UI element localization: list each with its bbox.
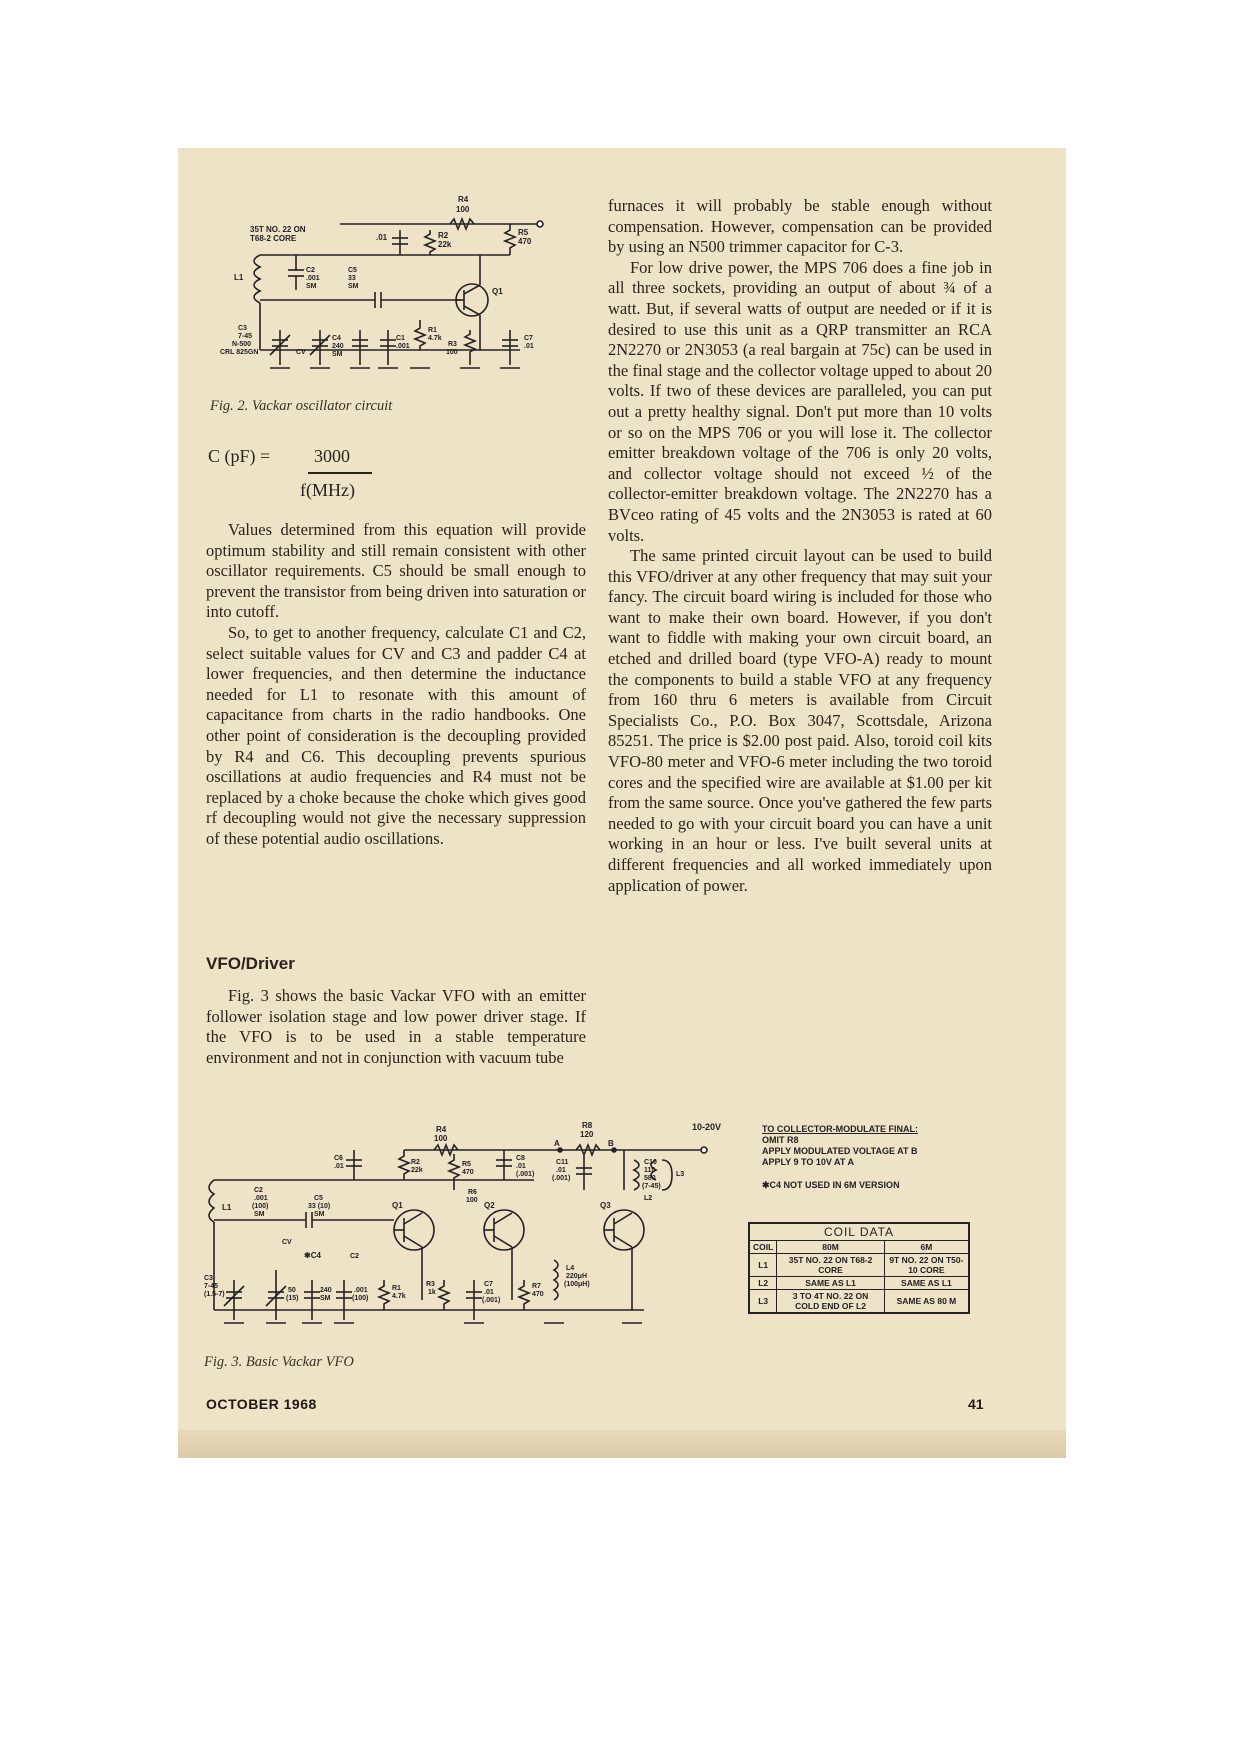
left-paragraph-1: Values determined from this equation will provide optimum stability and still remain consistent with other oscillator requirements. C5 should be small enough to prevent the transistor from being driven into saturation or into cutoff. xyxy=(206,520,586,622)
coil-row xyxy=(749,1290,969,1314)
fig3-label-c8v: .01 xyxy=(516,1163,526,1170)
fig3-label-c7v: .01 xyxy=(484,1289,494,1296)
fig3-label-c10b: 580 xyxy=(644,1175,656,1182)
fig3-label-c11: C11 xyxy=(556,1159,569,1166)
fig3-note xyxy=(762,1124,918,1191)
fig2-label-c2t: SM xyxy=(306,283,317,290)
fig3-label-r2v: 22k xyxy=(411,1167,423,1174)
footer-page-number: 41 xyxy=(968,1396,984,1412)
fig2-label-r3v: 100 xyxy=(446,349,458,356)
fig2-label-c2v: .001 xyxy=(306,275,320,282)
fig3-label-c4v: 240 xyxy=(320,1287,332,1294)
coil-table-title: COIL DATA xyxy=(749,1223,969,1241)
section-body xyxy=(206,986,586,1068)
fig2-label-r4v: 100 xyxy=(456,205,470,214)
left-column xyxy=(206,520,586,850)
fig3-label-c10: C10 xyxy=(644,1159,657,1166)
fig3-label-r7v: 470 xyxy=(532,1291,544,1298)
fig2-label-c3t: N-500 xyxy=(232,341,252,348)
coil-cell: SAME AS 80 M xyxy=(884,1290,969,1314)
section-paragraph: Fig. 3 shows the basic Vackar VFO with an emitter follower isolation stage and low power driver stage. If the VFO is to be used in a stable temperature environment and not in conjunction with vacuum tube xyxy=(206,986,586,1067)
fig3-label-a: A xyxy=(554,1139,560,1148)
fig3-label-c3b: (1.5-7) xyxy=(204,1291,225,1298)
fig3-label-r6v: 100 xyxy=(466,1197,478,1204)
fig3-label-c2b2: C2 xyxy=(350,1253,359,1260)
coil-cell: SAME AS L1 xyxy=(777,1277,884,1290)
section-heading: VFO/Driver xyxy=(206,954,295,973)
page-bottom-edge xyxy=(178,1430,1066,1458)
fig2-label-c7: C7 xyxy=(524,335,533,342)
fig3-label-q1: Q1 xyxy=(392,1201,403,1210)
coil-cell: SAME AS L1 xyxy=(884,1277,969,1290)
fig2-label-c1: C1 xyxy=(396,335,405,342)
fig3-label-q3: Q3 xyxy=(600,1201,611,1210)
fig2-label-l1: L1 xyxy=(234,273,244,282)
fig2-label-cv: CV xyxy=(296,349,306,356)
fig3-label-l1: L1 xyxy=(222,1203,232,1212)
footer-date: OCTOBER 1968 xyxy=(206,1396,317,1412)
fig3-label-c4t: SM xyxy=(320,1295,331,1302)
equation-fraction-bar xyxy=(308,472,372,474)
fig3-note-line-5: ✱C4 NOT USED IN 6M VERSION xyxy=(762,1180,900,1190)
fig2-label-c5t: SM xyxy=(348,283,359,290)
fig2-label-c7v: .01 xyxy=(524,343,534,350)
fig2-label-r3: R3 xyxy=(448,341,457,348)
fig3-schematic xyxy=(204,1120,754,1340)
fig3-label-l2: L2 xyxy=(644,1195,653,1202)
fig3-label-c1b: (100) xyxy=(352,1295,369,1302)
coil-header-6m: 6M xyxy=(884,1241,969,1254)
fig3-label-c5t: SM xyxy=(314,1211,325,1218)
fig2-label-c4t: SM xyxy=(332,351,343,358)
fig3-label-supply: 10-20V xyxy=(692,1122,722,1132)
fig3-label-c6: C6 xyxy=(334,1155,343,1162)
fig3-label-c2t: SM xyxy=(254,1211,265,1218)
fig3-note-line-4: APPLY 9 TO 10V AT A xyxy=(762,1157,855,1167)
fig2-schematic xyxy=(220,190,560,390)
coil-cell: L2 xyxy=(749,1277,777,1290)
fig3-caption: Fig. 3. Basic Vackar VFO xyxy=(204,1354,354,1370)
fig3-label-c7b: (.001) xyxy=(482,1297,501,1304)
fig3-label-c2: C2 xyxy=(254,1187,263,1194)
coil-cell: L1 xyxy=(749,1254,777,1277)
fig3-label-r2: R2 xyxy=(411,1159,420,1166)
right-column xyxy=(608,196,992,896)
fig3-label-r1v: 4.7k xyxy=(392,1293,406,1300)
fig3-label-c8: C8 xyxy=(516,1155,525,1162)
fig3-label-c2v: .001 xyxy=(254,1195,268,1202)
fig3-label-r8: R8 xyxy=(582,1121,593,1130)
fig3-label-b: B xyxy=(608,1139,614,1148)
fig3-label-r5v: 470 xyxy=(462,1169,474,1176)
fig2-label-r1: R1 xyxy=(428,327,437,334)
right-paragraph-1: furnaces it will probably be stable enough without compensation. However, compensation can be provided by using an N500 trimmer capacitor for C-3. xyxy=(608,196,992,257)
right-paragraph-3: The same printed circuit layout can be used to build this VFO/driver at any other frequency that may suit your fancy. The circuit board wiring is included for those who want to make their own board. However, if you don't want to fiddle with making your own circuit board, an etched and drilled board (type VFO-A) ready to mount the components to build a stable VFO at any frequency from 160 thru 6 meters is available from Circuit Specialists Co., P.O. Box 3047, Scottsdale, Arizona 85251. The price is $2.00 post paid. Also, toroid coil kits VFO-80 meter and VFO-6 meter including the two toroid cores and the specified wire are available at $1.00 per kit from the same source. Once you've gathered the few parts needed to go with your circuit board you can have a unit working in an hour or less. I've built several units at different frequencies and all worked immediately upon application of power. xyxy=(608,546,992,895)
fig2-label-c01: .01 xyxy=(376,233,388,242)
fig3-label-c6v: .01 xyxy=(334,1163,344,1170)
fig2-label-r4: R4 xyxy=(458,195,469,204)
fig3-label-r8v: 120 xyxy=(580,1130,594,1139)
fig2-label-r5: R5 xyxy=(518,228,529,237)
coil-cell: L3 xyxy=(749,1290,777,1314)
fig3-label-c11b: (.001) xyxy=(552,1175,571,1182)
fig3-note-line-2: OMIT R8 xyxy=(762,1135,799,1145)
fig2-label-c1v: .001 xyxy=(396,343,410,350)
fig3-label-r3v: 1k xyxy=(428,1289,436,1296)
fig3-label-q2: Q2 xyxy=(484,1201,495,1210)
fig2-label-c2: C2 xyxy=(306,267,315,274)
fig2-caption: Fig. 2. Vackar oscillator circuit xyxy=(210,398,393,414)
capacitance-equation xyxy=(208,446,355,500)
fig3-label-c3: C3 xyxy=(204,1275,213,1282)
fig2-label-c4v: 240 xyxy=(332,343,344,350)
fig2-label-r2: R2 xyxy=(438,231,449,240)
fig3-label-l3: L3 xyxy=(676,1171,685,1178)
fig3-label-cv15: (15) xyxy=(286,1295,299,1302)
fig3-label-cv: CV xyxy=(282,1239,292,1246)
coil-row xyxy=(749,1277,969,1290)
fig3-label-l4: L4 xyxy=(566,1265,575,1272)
fig3-label-r6: R6 xyxy=(468,1189,477,1196)
fig2-label-q1: Q1 xyxy=(492,287,503,296)
fig3-label-c10c: (7-45) xyxy=(642,1183,661,1190)
coil-cell: 35T NO. 22 ON T68-2 CORE xyxy=(777,1254,884,1277)
right-paragraph-2: For low drive power, the MPS 706 does a fine job in all three sockets, providing an output of about ¾ of a watt. But, if several watts of output are needed or if it is desired to use this unit as a QRP transmitter an RCA 2N2270 or 2N3053 (a real bargain at 75c) can be used in the final stage and the collector voltage upped to about 20 volts. If two of these devices are paralleled, you can put out a pretty healthy signal. Don't put more than 10 volts or so on the MPS 706 or you will lose it. The collector emitter breakdown voltage of the 706 is only 20 volts, and collector voltage should not exceed ½ of the collector-emitter breakdown voltage. The 2N2270 has a BVceo rating of 45 volts and the 2N3053 is rated at 60 volts. xyxy=(608,257,992,545)
fig3-label-c3v: 7-45 xyxy=(204,1283,219,1290)
fig3-label-r1: R1 xyxy=(392,1285,401,1292)
fig2-label-r5v: 470 xyxy=(518,237,532,246)
fig3-label-c1v: .001 xyxy=(354,1287,368,1294)
coil-cell: 9T NO. 22 ON T50-10 CORE xyxy=(884,1254,969,1277)
fig3-label-c5v: 33 (10) xyxy=(308,1203,331,1210)
equation-numerator: 3000 xyxy=(314,446,350,466)
equation-lhs: C (pF) = xyxy=(208,446,271,466)
fig2-label-crl: CRL 825GN xyxy=(220,349,259,356)
fig3-label-c8b: (.001) xyxy=(516,1171,535,1178)
fig3-note-line-1: TO COLLECTOR-MODULATE FINAL: xyxy=(762,1124,918,1134)
fig2-label-c3v: 7-45 xyxy=(238,333,253,340)
fig3-label-c11v: .01 xyxy=(556,1167,566,1174)
fig2-coil-note-1: 35T NO. 22 ON xyxy=(250,225,306,234)
coil-row xyxy=(749,1254,969,1277)
fig3-label-c5: C5 xyxy=(314,1195,323,1202)
fig2-label-c4: C4 xyxy=(332,335,341,342)
fig3-label-r3: R3 xyxy=(426,1281,435,1288)
fig3-label-r4v: 100 xyxy=(434,1134,448,1143)
fig3-label-c2b: (100) xyxy=(252,1203,269,1210)
fig2-coil-note-2: T68-2 CORE xyxy=(250,234,297,243)
coil-cell: 3 TO 4T NO. 22 ON COLD END OF L2 xyxy=(777,1290,884,1314)
fig3-label-r4: R4 xyxy=(436,1125,447,1134)
fig3-label-r7: R7 xyxy=(532,1283,541,1290)
fig3-label-r5: R5 xyxy=(462,1161,471,1168)
left-paragraph-2: So, to get to another frequency, calculate C1 and C2, select suitable values for CV and C3 and padder C4 at lower frequencies, and then determine the inductance needed for L1 to resonate with this amount of capacitance from charts in the radio handbooks. One other point of consideration is the decoupling provided by R4 and C6. This decoupling prevents spurious oscillations at audio frequencies and R4 must not be replaced by a choke because the choke which gives good rf decoupling would not give the necessary suppression of these potential audio oscillations. xyxy=(206,622,586,848)
fig3-label-l4v: 220μH xyxy=(566,1273,588,1280)
fig3-label-c4: ✱C4 xyxy=(304,1251,321,1260)
fig3-label-l4b: (100μH) xyxy=(564,1281,590,1288)
fig2-label-r2v: 22k xyxy=(438,240,452,249)
fig3-note-line-3: APPLY MODULATED VOLTAGE AT B xyxy=(762,1146,918,1156)
equation-denominator: f(MHz) xyxy=(300,480,355,500)
fig2-label-c3: C3 xyxy=(238,325,247,332)
fig2-label-c5v: 33 xyxy=(348,275,356,282)
coil-data-table xyxy=(748,1222,970,1314)
fig3-label-cv50: 50 xyxy=(288,1287,296,1294)
fig3-label-c7: C7 xyxy=(484,1281,493,1288)
fig2-label-r1v: 4.7k xyxy=(428,335,442,342)
fig2-label-c5: C5 xyxy=(348,267,357,274)
coil-header-80m: 80M xyxy=(777,1241,884,1254)
fig3-label-c10v: 110- xyxy=(644,1167,658,1174)
coil-header-coil: COIL xyxy=(749,1241,777,1254)
